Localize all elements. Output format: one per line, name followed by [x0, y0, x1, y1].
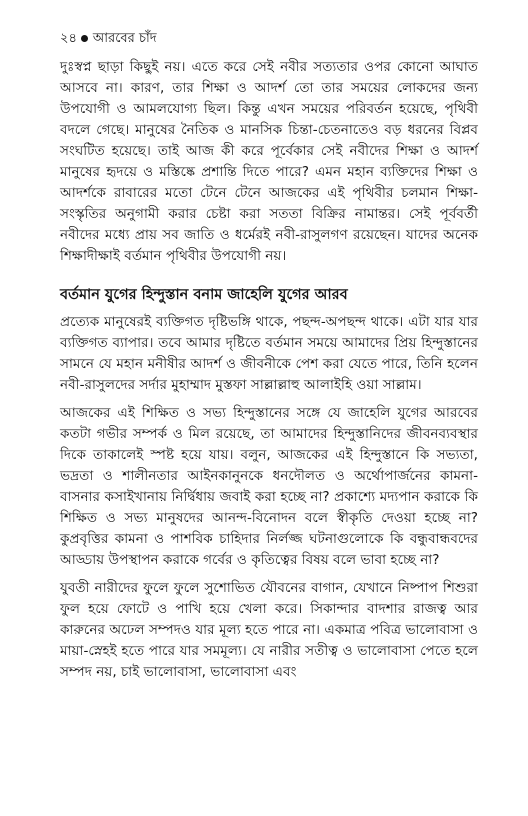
body-paragraph: প্রত্যেক মানুষেরই ব্যক্তিগত দৃষ্টিভঙ্গি থাকে, পছন্দ-অপছন্দ থাকে। এটা যার যার ব্যক্তিগত ব্যাপার। তবে আমার দৃষ্টিতে বর্তমান সময়ে আমাদের প্রিয় হিন্দুস্তানের সামনে যে মহান মনীষীর আদর্শ ও জীবনীকে পেশ করা যেতে পারে, তিনি হলেন নবী-রাসুলদের সর্দার মুহাম্মাদ মুস্তফা সাল্লাল্লাহু আলাইহি ওয়া সাল্লাম।	[60, 314, 478, 393]
body-paragraph: যুবতী নারীদের ফুলে ফুলে সুশোভিত যৌবনের বাগান, যেখানে নিষ্পাপ শিশুরা ফুল হয়ে ফোটে ও পাখি হয়ে খেলা করে। সিকান্দার বাদশার রাজত্ব আর কারুনের অঢেল সম্পদও যার মূল্য হতে পারে না। একমাত্র পবিত্র ভালোবাসা ও মায়া-স্নেহই হতে পারে যার সমমূল্য। যে নারীর সতীত্ব ও ভালোবাসা পেতে হলে সম্পদ নয়, চাই ভালোবাসা, ভালোবাসা এবং	[60, 580, 478, 680]
page-number: ২৪	[60, 31, 77, 46]
bullet-dot-icon	[81, 35, 88, 42]
book-title: আরবের চাঁদ	[92, 31, 157, 46]
body-paragraph: আজকের এই শিক্ষিত ও সভ্য হিন্দুস্তানের সঙ্গে যে জাহেলি যুগের আরবের কতটা গভীর সম্পর্ক ও মিল রয়েছে, তা আমাদের হিন্দুস্তানিদের জীবনব্যবস্থার দিকে তাকালেই স্পষ্ট হয়ে যায়। বলুন, আজকের এই হিন্দুস্তানে কি সভ্যতা, ভদ্রতা ও শালীনতার আইনকানুনকে ধনদৌলত ও অর্থোপার্জনের কামনা-বাসনার কসাইখানায় নির্দ্বিধায় জবাই করা হচ্ছে না? প্রকাশ্যে মদ্যপান করাকে কি শিক্ষিত ও সভ্য মানুষদের আনন্দ-বিনোদন বলে স্বীকৃতি দেওয়া হচ্ছে না? কুপ্রবৃত্তির কামনা ও পাশবিক চাহিদার নির্লজ্জ ঘটনাগুলোকে কি বন্ধুবান্ধবদের আড্ডায় উপস্থাপন করাকে গর্বের ও কৃতিত্বের বিষয় বলে ভাবা হচ্ছে না?	[60, 405, 478, 568]
body-paragraph: দুঃস্বপ্ন ছাড়া কিছুই নয়। এতে করে সেই নবীর সত্যতার ওপর কোনো আঘাত আসবে না। কারণ, তার শিক্ষা ও আদর্শ তো তার সময়ের লোকদের জন্য উপযোগী ও আমলযোগ্য ছিল। কিন্তু এখন সময়ের পরিবর্তন হয়েছে, পৃথিবী বদলে গেছে। মানুষের নৈতিক ও মানসিক চিন্তা-চেতনাতেও বড় ধরনের বিপ্লব সংঘটিত হয়েছে। তাই আজ কী করে পূর্বেকার সেই নবীদের শিক্ষা ও আদর্শ মানুষের হৃদয়ে ও মস্তিষ্কে প্রশান্তি দিতে পারে? এমন মহান ব্যক্তিদের শিক্ষা ও আদর্শকে রাবারের মতো টেনে টেনে আজকের এই পৃথিবীর চলমান শিক্ষা-সংস্কৃতির অনুগামী করার চেষ্টা করা সততা বিক্রির নামান্তর। সেই পূর্ববর্তী নবীদের মধ্যে প্রায় সব জাতি ও ধর্মেরই নবী-রাসুলগণ রয়েছেন। যাদের অনেক শিক্ষাদীক্ষাই বর্তমান পৃথিবীর উপযোগী নয়।	[60, 59, 478, 264]
section-heading: বর্তমান যুগের হিন্দুস্তান বনাম জাহেলি যুগের আরব	[60, 287, 348, 303]
running-header	[60, 30, 478, 48]
book-page	[60, 30, 478, 690]
